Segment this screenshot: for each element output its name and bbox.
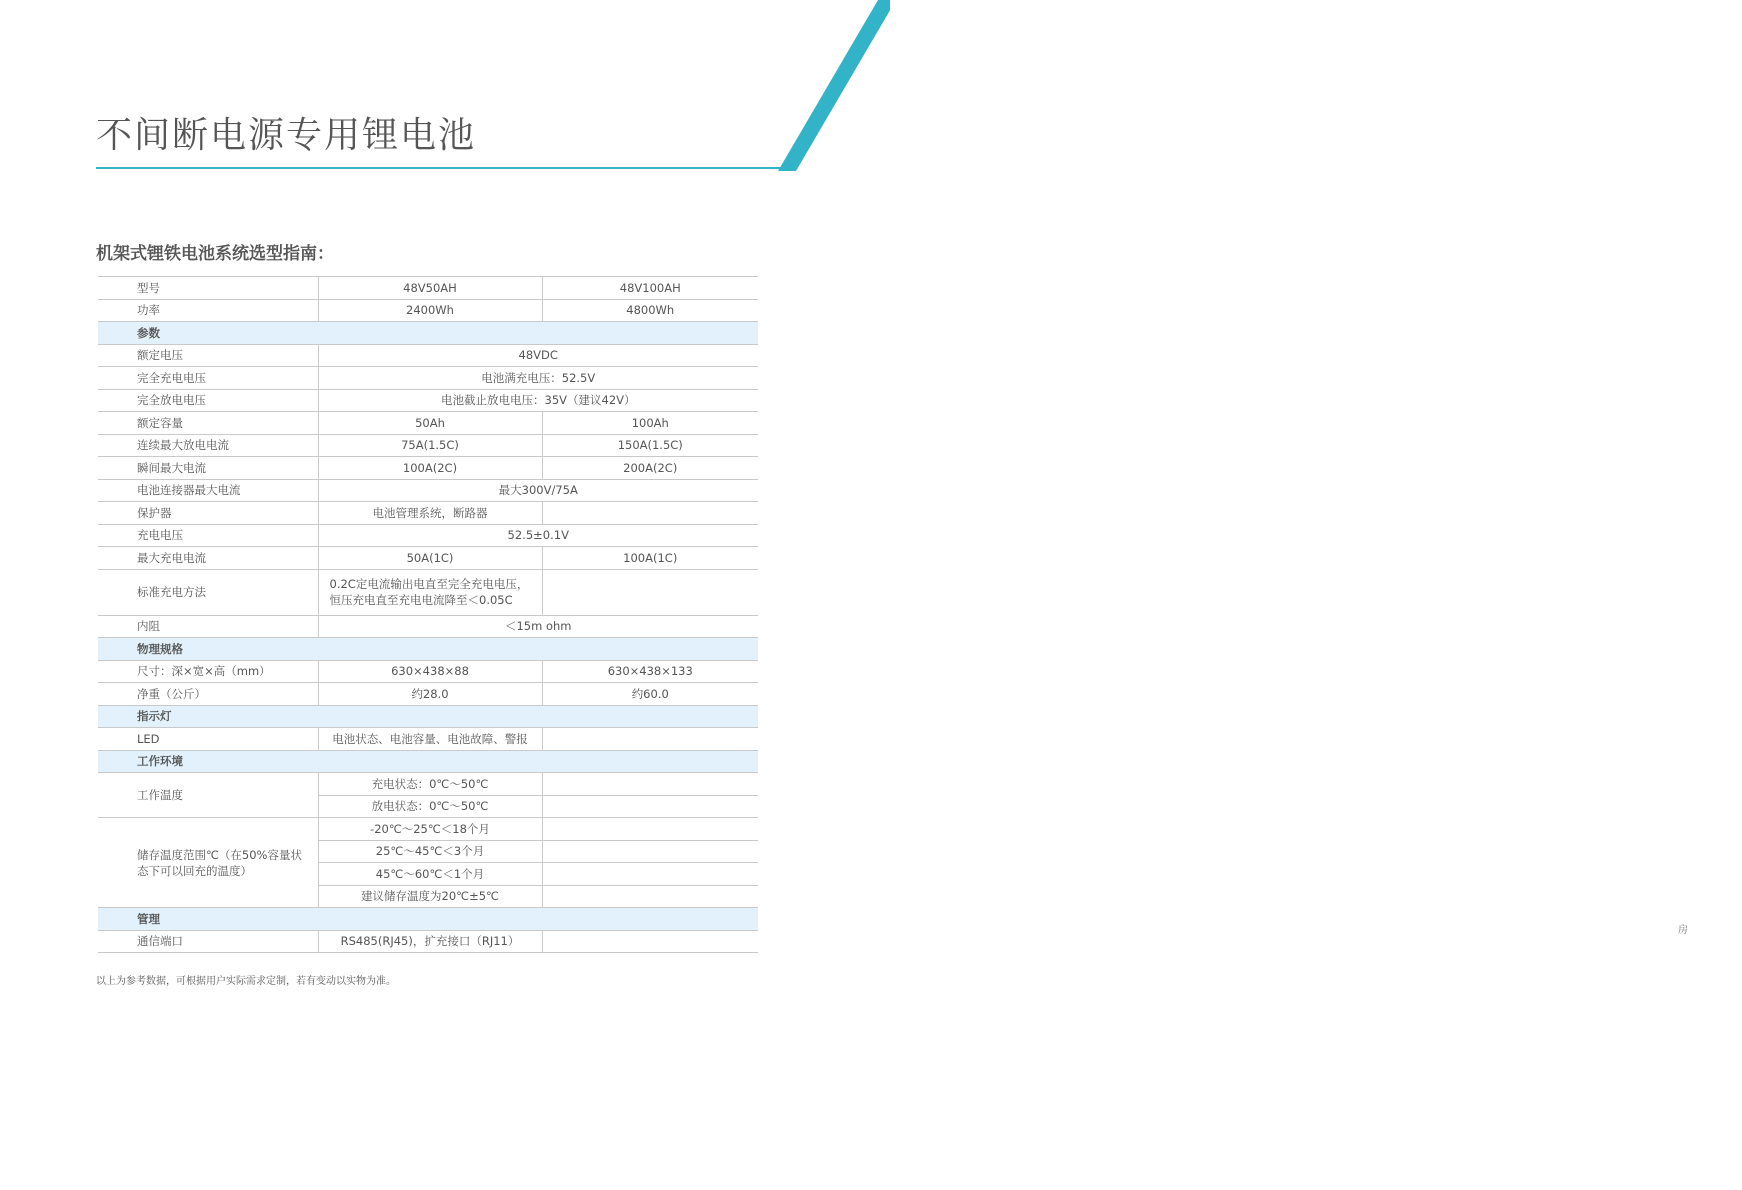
row-label: 工作温度 (98, 773, 318, 818)
row-label: 内阻 (98, 615, 318, 638)
value-cell-empty (542, 818, 758, 841)
footnote: 以上为参考数据，可根据用户实际需求定制，若有变动以实物为准。 (96, 976, 396, 987)
section-header-row (98, 705, 758, 728)
row-label: 额定电压 (98, 344, 318, 367)
value-cell: 50A(1C) (318, 547, 542, 570)
spec-table (98, 276, 758, 953)
section-heading: 机架式锂铁电池系统选型指南： (96, 244, 334, 264)
section-header-label: 参数 (98, 322, 758, 345)
value-line: 0.2C定电流输出电直至完全充电电压， (329, 577, 529, 591)
value-cell (542, 930, 758, 953)
value-cell-span: 最大300V/75A (318, 479, 758, 502)
table-row (98, 773, 758, 796)
value-cell: 630×438×88 (318, 660, 542, 683)
value-cell-span: 电池满充电压：52.5V (318, 367, 758, 390)
value-cell: 充电状态：0℃～50℃ (318, 773, 542, 796)
value-line: 恒压充电直至充电电流降至＜0.05C (329, 593, 513, 607)
value-cell: 45℃～60℃＜1个月 (318, 863, 542, 886)
value-cell: 100Ah (542, 412, 758, 435)
table-row (98, 412, 758, 435)
row-label: 最大充电电流 (98, 547, 318, 570)
value-cell-empty (542, 569, 758, 615)
value-cell: 100A(2C) (318, 457, 542, 480)
value-cell: 建议储存温度为20℃±5℃ (318, 885, 542, 908)
value-cell: 100A(1C) (542, 547, 758, 570)
value-cell: 200A(2C) (542, 457, 758, 480)
spec-table-body (98, 277, 758, 953)
value-cell-empty (542, 863, 758, 886)
row-label: LED (98, 728, 318, 751)
value-cell (542, 728, 758, 751)
section-header-label: 物理规格 (98, 638, 758, 661)
row-label: 完全充电电压 (98, 367, 318, 390)
value-cell-span: 52.5±0.1V (318, 524, 758, 547)
value-cell: RS485(RJ45)，扩充接口（RJ11） (318, 930, 542, 953)
row-label: 保护器 (98, 502, 318, 525)
row-label: 功率 (98, 299, 318, 322)
value-cell-span: 48VDC (318, 344, 758, 367)
value-cell: 48V100AH (542, 277, 758, 300)
section-header-label: 指示灯 (98, 705, 758, 728)
table-row (98, 524, 758, 547)
table-row (98, 683, 758, 706)
row-label: 电池连接器最大电流 (98, 479, 318, 502)
section-header-label: 管理 (98, 908, 758, 931)
row-label: 额定容量 (98, 412, 318, 435)
row-label: 净重（公斤） (98, 683, 318, 706)
value-cell: 约60.0 (542, 683, 758, 706)
value-cell-empty (542, 840, 758, 863)
value-cell: 50Ah (318, 412, 542, 435)
table-row (98, 818, 758, 841)
page-marker: 房 (1678, 925, 1688, 936)
row-label (98, 818, 318, 908)
table-row (98, 547, 758, 570)
row-label: 标准充电方法 (98, 569, 318, 615)
table-row (98, 728, 758, 751)
table-row (98, 344, 758, 367)
value-cell: 630×438×133 (542, 660, 758, 683)
row-label: 完全放电电压 (98, 389, 318, 412)
value-cell-span: 电池截止放电电压：35V（建议42V） (318, 389, 758, 412)
title-divider (96, 167, 796, 169)
row-label-line: 态下可以回充的温度） (137, 863, 252, 878)
table-row (98, 930, 758, 953)
section-header-row (98, 908, 758, 931)
value-cell: 放电状态：0℃～50℃ (318, 795, 542, 818)
value-cell: 4800Wh (542, 299, 758, 322)
page-title: 不间断电源专用锂电池 (96, 115, 477, 156)
section-header-label: 工作环境 (98, 750, 758, 773)
value-cell: 75A(1.5C) (318, 434, 542, 457)
section-header-row (98, 322, 758, 345)
table-row (98, 367, 758, 390)
row-label: 瞬间最大电流 (98, 457, 318, 480)
value-cell-multiline (318, 569, 542, 615)
value-cell (542, 502, 758, 525)
section-header-row (98, 638, 758, 661)
table-row (98, 660, 758, 683)
section-header-row (98, 750, 758, 773)
value-cell: 150A(1.5C) (542, 434, 758, 457)
table-row (98, 479, 758, 502)
table-row (98, 434, 758, 457)
table-row (98, 299, 758, 322)
table-row (98, 277, 758, 300)
table-row (98, 457, 758, 480)
value-cell: 48V50AH (318, 277, 542, 300)
table-row (98, 615, 758, 638)
row-label: 尺寸：深×宽×高（mm） (98, 660, 318, 683)
value-cell-empty (542, 795, 758, 818)
row-label: 型号 (98, 277, 318, 300)
table-row (98, 502, 758, 525)
value-cell-span: ＜15m ohm (318, 615, 758, 638)
row-label: 充电电压 (98, 524, 318, 547)
value-cell: 25℃～45℃＜3个月 (318, 840, 542, 863)
value-cell: 约28.0 (318, 683, 542, 706)
value-cell: 电池状态、电池容量、电池故障、警报 (318, 728, 542, 751)
row-label-line: 储存温度范围℃（在50%容量状 (137, 847, 302, 862)
table-row (98, 569, 758, 615)
value-cell-empty (542, 885, 758, 908)
row-label: 连续最大放电电流 (98, 434, 318, 457)
table-row (98, 389, 758, 412)
value-cell-empty (542, 773, 758, 796)
value-cell: 电池管理系统，断路器 (318, 502, 542, 525)
value-cell: 2400Wh (318, 299, 542, 322)
row-label: 通信端口 (98, 930, 318, 953)
value-cell: -20℃～25℃＜18个月 (318, 818, 542, 841)
accent-stripe (760, 0, 890, 175)
